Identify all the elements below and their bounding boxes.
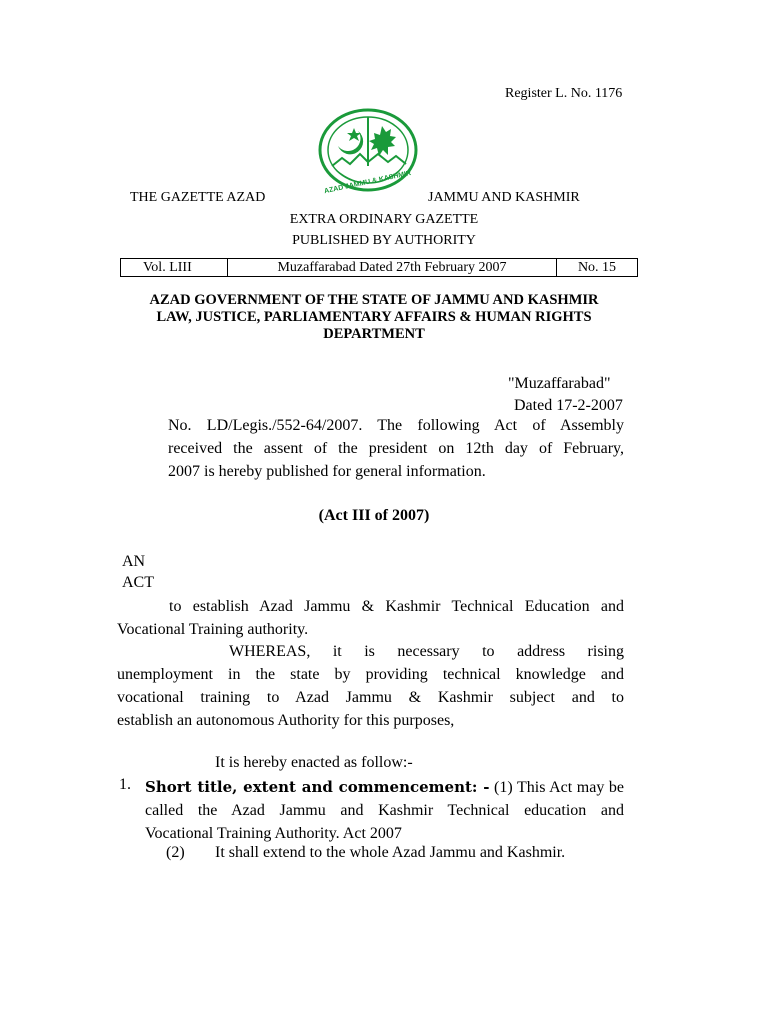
section-1-line-1-rest: (1) This Act may be — [494, 779, 624, 796]
published-heading: PUBLISHED BY AUTHORITY — [292, 233, 476, 248]
enactment-clause: It is hereby enacted as follow:- — [215, 754, 413, 771]
azad-kashmir-emblem-icon — [316, 108, 420, 198]
whereas-paragraph — [117, 640, 624, 732]
place-date-cell: Muzaffarabad Dated 27th February 2007 — [228, 259, 557, 277]
gazette-title-right: JAMMU AND KASHMIR — [428, 190, 580, 205]
department-line-1: AZAD GOVERNMENT OF THE STATE OF JAMMU AND KASHMIR — [149, 292, 599, 308]
act-label: ACT — [122, 574, 154, 591]
section-1-line-3: Vocational Training Authority. Act 2007 — [145, 825, 402, 842]
emblem-text: AZAD JAMMU & KASHMIR — [323, 169, 412, 196]
number-cell: No. 15 — [557, 259, 638, 277]
subsection-number: (2) — [166, 844, 185, 861]
section-1-line-1 — [145, 776, 624, 799]
section-1-line-2: called the Azad Jammu and Kashmir Technical education and — [145, 802, 624, 819]
subsection-text: It shall extend to the whole Azad Jammu and Kashmir. — [215, 844, 566, 861]
department-line-2: LAW, JUSTICE, PARLIAMENTARY AFFAIRS & HUMAN RIGHTS — [156, 309, 592, 325]
section-number: 1. — [119, 776, 131, 793]
notification-date: Dated 17-2-2007 — [514, 397, 623, 414]
whereas-line-4: establish an autonomous Authority for this purposes, — [117, 712, 455, 729]
extra-ordinary-heading: EXTRA ORDINARY GAZETTE — [289, 212, 479, 227]
act-title: (Act III of 2007) — [318, 507, 430, 524]
department-heading — [0, 292, 748, 343]
purpose-line-2: Vocational Training authority. — [117, 621, 309, 638]
volume-table — [120, 258, 638, 277]
volume-cell: Vol. LIII — [121, 259, 228, 277]
whereas-line-2: unemployment in the state by providing technical knowledge and — [117, 666, 624, 683]
register-number: Register L. No. 1176 — [505, 86, 623, 101]
whereas-line-1: WHEREAS, it is necessary to address rising — [229, 643, 624, 660]
notification-line-3: 2007 is hereby published for general information. — [168, 463, 486, 480]
whereas-line-3: vocational training to Azad Jammu & Kashmir subject and to — [117, 689, 624, 706]
section-heading: Short title, extent and commencement: - — [145, 778, 490, 796]
notification-line-2: received the assent of the president on 12th day of February, — [168, 440, 624, 457]
section-1 — [145, 776, 624, 845]
notification-line-1: No. LD/Legis./552-64/2007. The following Act of Assembly — [168, 417, 624, 434]
purpose-line-1: to establish Azad Jammu & Kashmir Technical Education and — [169, 598, 624, 615]
notification-paragraph — [168, 414, 624, 483]
act-purpose — [117, 595, 624, 641]
notification-place: "Muzaffarabad" — [508, 375, 611, 392]
gazette-title-left: THE GAZETTE AZAD — [130, 190, 266, 205]
department-line-3: DEPARTMENT — [323, 326, 425, 342]
act-an: AN — [122, 553, 146, 570]
volume-row — [121, 259, 638, 277]
